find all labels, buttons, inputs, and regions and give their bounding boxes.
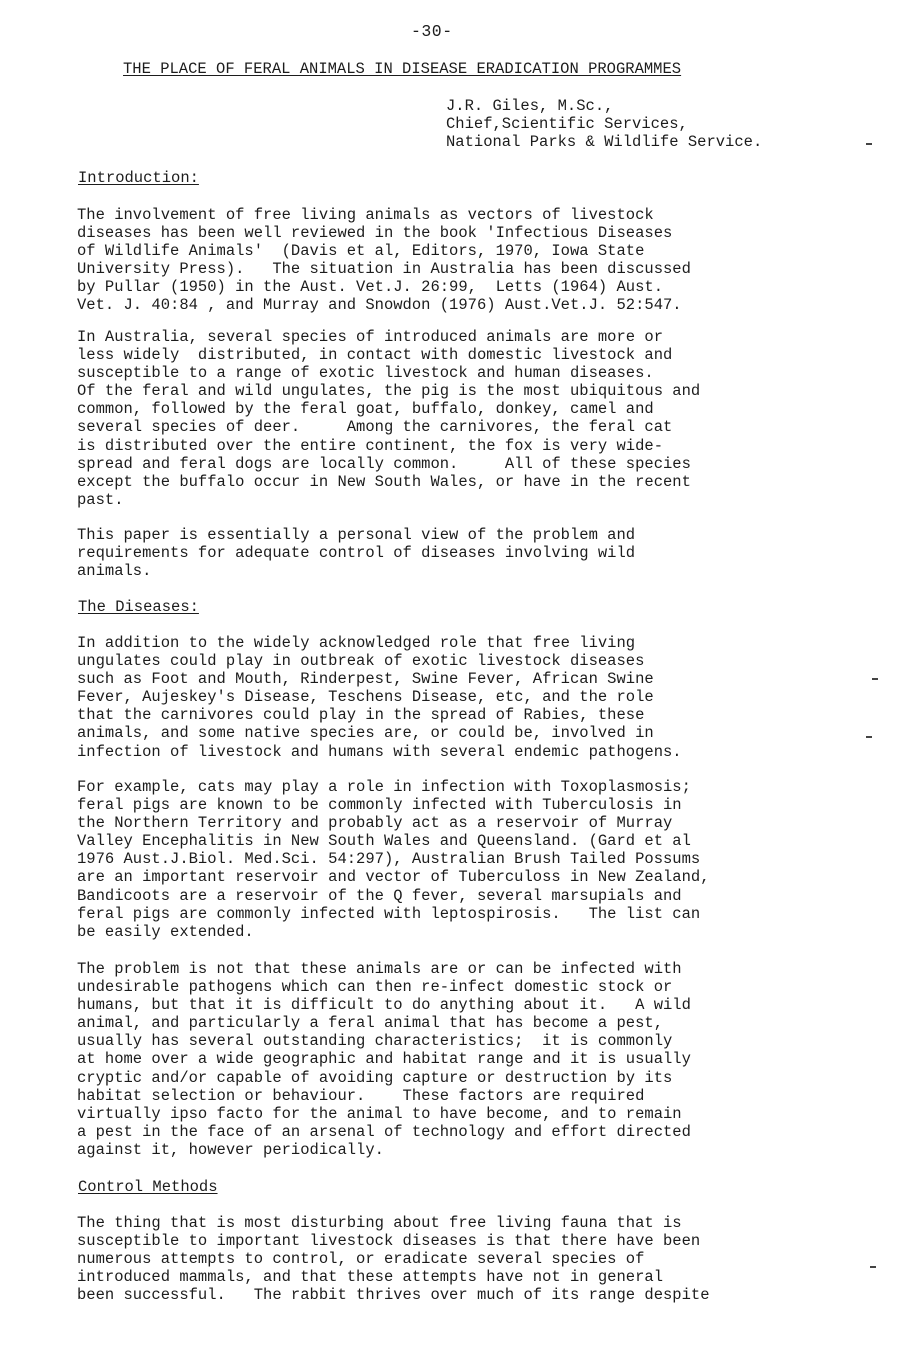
text-line: that the carnivores could play in the spread of Rabies, these [77, 706, 645, 725]
text-line: 1976 Aust.J.Biol. Med.Sci. 54:297), Australian Brush Tailed Possums [77, 850, 701, 869]
text-line: Bandicoots are a reservoir of the Q fever, several marsupials and [77, 886, 682, 905]
text-line: spread and feral dogs are locally common. All of these species [77, 454, 691, 473]
text-line: ungulates could play in outbreak of exotic livestock diseases [77, 652, 645, 671]
text-line: against it, however periodically. [77, 1140, 384, 1159]
text-line: undesirable pathogens which can then re-infect domestic stock or [77, 978, 673, 997]
text-line: numerous attempts to control, or eradicate several species of [77, 1250, 645, 1269]
text-line: be easily extended. [77, 922, 254, 941]
text-line: The problem is not that these animals are or can be infected with [77, 960, 682, 978]
text-line: cryptic and/or capable of avoiding capture or destruction by its [77, 1068, 673, 1087]
author-block [446, 97, 762, 151]
text-line: such as Foot and Mouth, Rinderpest, Swine Fever, African Swine [77, 670, 654, 689]
text-line: For example, cats may play a role in infection with Toxoplasmosis; [77, 778, 691, 796]
paragraph [77, 1214, 837, 1304]
text-line: Of the feral and wild ungulates, the pig is the most ubiquitous and [77, 382, 701, 401]
text-line: In addition to the widely acknowledged role that free living [77, 634, 636, 652]
text-line: habitat selection or behaviour. These factors are required [77, 1086, 645, 1105]
text-line: This paper is essentially a personal view of the problem and [77, 526, 636, 544]
section-heading-introduction: Introduction: [78, 169, 199, 187]
text-line: Valley Encephalitis in New South Wales and Queensland. (Gard et al [77, 832, 691, 851]
margin-mark [870, 1266, 876, 1268]
text-line: susceptible to important livestock diseases is that there have been [77, 1232, 701, 1251]
text-line: animals. [77, 562, 152, 581]
text-line: usually has several outstanding characteristics; it is commonly [77, 1032, 673, 1051]
text-line: animal, and particularly a feral animal that has become a pest, [77, 1014, 663, 1033]
author-position: Chief,Scientific Services, [446, 115, 688, 133]
text-line: feral pigs are known to be commonly infected with Tuberculosis in [77, 796, 682, 815]
text-line: the Northern Territory and probably act as a reservoir of Murray [77, 814, 673, 833]
document-title: THE PLACE OF FERAL ANIMALS IN DISEASE ERADICATION PROGRAMMES [123, 60, 682, 78]
text-line: infection of livestock and humans with several endemic pathogens. [77, 742, 682, 761]
paragraph [77, 328, 837, 509]
text-line: susceptible to a range of exotic livestock and human diseases. [77, 364, 654, 383]
text-line: past. [77, 490, 124, 509]
paragraph [77, 960, 837, 1159]
text-line: The thing that is most disturbing about free living fauna that is [77, 1214, 682, 1232]
text-line: University Press). The situation in Australia has been discussed [77, 260, 691, 279]
text-line: several species of deer. Among the carnivores, the feral cat [77, 418, 673, 437]
text-line: The involvement of free living animals as vectors of livestock [77, 206, 654, 224]
margin-mark [866, 143, 872, 145]
margin-mark [866, 736, 872, 738]
text-line: requirements for adequate control of diseases involving wild [77, 544, 636, 563]
text-line: feral pigs are commonly infected with leptospirosis. The list can [77, 904, 701, 923]
text-line: of Wildlife Animals' (Davis et al, Editors, 1970, Iowa State [77, 242, 645, 261]
text-line: humans, but that it is difficult to do anything about it. A wild [77, 996, 691, 1015]
text-line: animals, and some native species are, or could be, involved in [77, 724, 654, 743]
text-line: except the buffalo occur in New South Wales, or have in the recent [77, 472, 691, 491]
text-line: is distributed over the entire continent, the fox is very wide- [77, 436, 663, 455]
text-line: In Australia, several species of introduced animals are more or [77, 328, 663, 346]
paragraph [77, 526, 837, 580]
section-heading-control-methods: Control Methods [78, 1178, 218, 1196]
text-line: are an important reservoir and vector of Tuberculoss in New Zealand, [77, 868, 710, 887]
page-number: -30- [411, 22, 453, 41]
author-organization: National Parks & Wildlife Service. [446, 133, 763, 151]
text-line: Vet. J. 40:84 , and Murray and Snowdon (1976) Aust.Vet.J. 52:547. [77, 296, 682, 315]
text-line: less widely distributed, in contact with domestic livestock and [77, 346, 673, 365]
author-name: J.R. Giles, M.Sc., [446, 97, 614, 115]
paragraph [77, 634, 837, 761]
paragraph [77, 206, 837, 315]
text-line: Fever, Aujeskey's Disease, Teschens Disease, etc, and the role [77, 688, 654, 707]
text-line: by Pullar (1950) in the Aust. Vet.J. 26:99, Letts (1964) Aust. [77, 278, 663, 297]
paragraph [77, 778, 837, 941]
text-line: diseases has been well reviewed in the book 'Infectious Diseases [77, 224, 673, 243]
text-line: been successful. The rabbit thrives over much of its range despite [77, 1286, 710, 1305]
margin-mark [872, 678, 878, 680]
text-line: virtually ipso facto for the animal to have become, and to remain [77, 1104, 682, 1123]
section-heading-diseases: The Diseases: [78, 598, 199, 616]
text-line: a pest in the face of an arsenal of technology and effort directed [77, 1122, 691, 1141]
text-line: at home over a wide geographic and habitat range and it is usually [77, 1050, 691, 1069]
text-line: common, followed by the feral goat, buffalo, donkey, camel and [77, 400, 654, 419]
text-line: introduced mammals, and that these attempts have not in general [77, 1268, 663, 1287]
